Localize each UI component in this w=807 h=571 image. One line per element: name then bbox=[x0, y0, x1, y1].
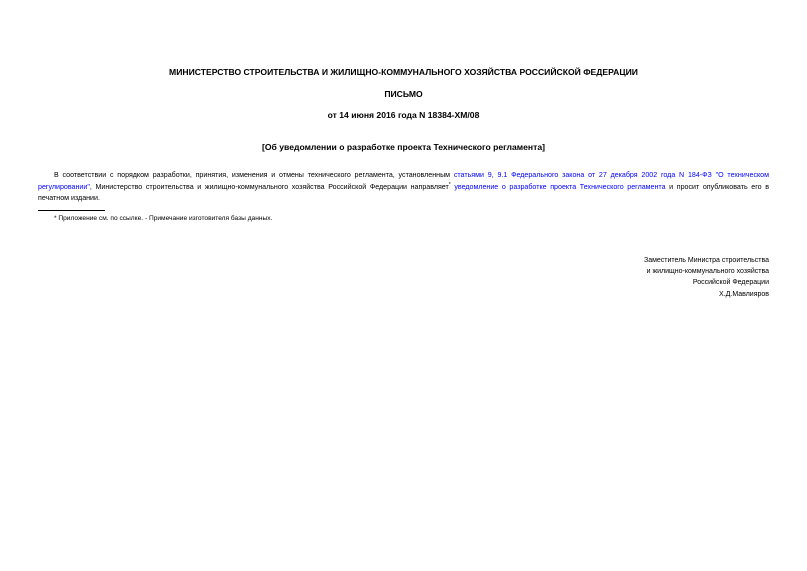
body-text-part-1: В соответствии с порядком разработки, принятия, изменения и отмены технического регламента, установленным bbox=[54, 171, 454, 179]
document-type-heading: ПИСЬМО bbox=[384, 89, 423, 99]
footnote-divider bbox=[38, 210, 105, 211]
body-text-part-4: и просит опубликовать его в печатном издании. bbox=[38, 182, 769, 203]
notification-link[interactable]: уведомление о разработке проекта Технического регламента bbox=[454, 182, 666, 191]
signature-line: Заместитель Министра строительства bbox=[643, 257, 769, 264]
ministry-heading: МИНИСТЕРСТВО СТРОИТЕЛЬСТВА И ЖИЛИЩНО-КОММУНАЛЬНОГО ХОЗЯЙСТВА РОССИЙСКОЙ ФЕДЕРАЦИИ bbox=[169, 67, 638, 77]
footnote-text: * Приложение см. по ссылке. - Примечание изготовителя базы данных. bbox=[54, 215, 273, 222]
signature-line: Российской Федерации bbox=[692, 279, 769, 287]
signature-line: и жилищно-коммунального хозяйства bbox=[646, 268, 769, 276]
signatory-name: Х.Д.Мавлияров bbox=[719, 290, 769, 298]
footnote-marker: * bbox=[448, 181, 451, 188]
document-date-heading: от 14 июня 2016 года N 18384-ХМ/08 bbox=[327, 110, 480, 120]
federal-law-link[interactable]: статьями 9, 9.1 Федерального закона от 27 декабря 2002 года N 184-ФЗ "О техническом регулировании" bbox=[38, 171, 770, 191]
body-paragraph bbox=[38, 170, 769, 205]
signature-block bbox=[644, 255, 769, 300]
body-text-part-2: , Министерство строительства и жилищно-коммунального хозяйства Российской Федерации направляет bbox=[89, 182, 449, 191]
document-subject-heading: [Об уведомлении о разработке проекта Технического регламента] bbox=[262, 142, 545, 152]
